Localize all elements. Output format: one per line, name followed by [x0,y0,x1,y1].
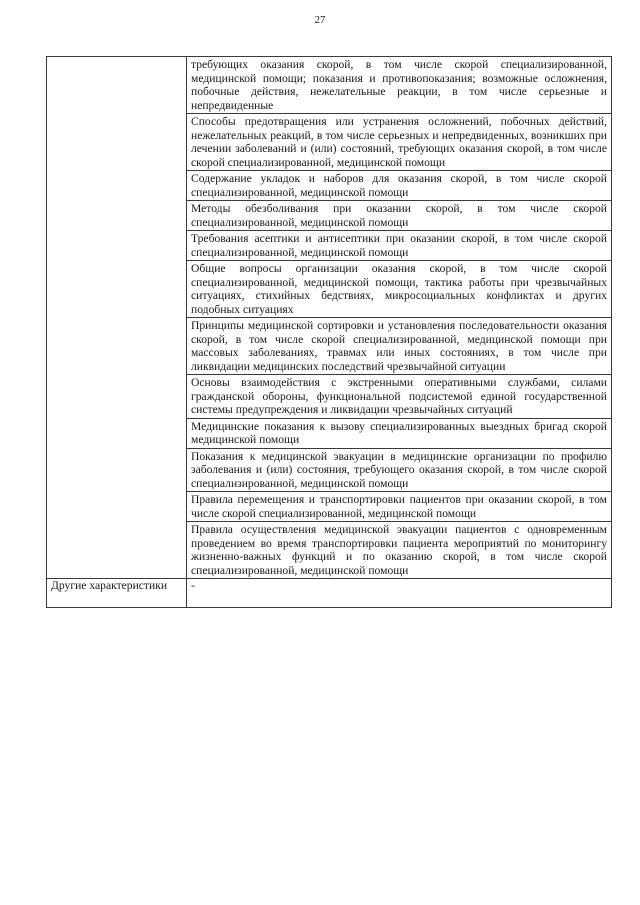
table-row [47,57,612,579]
list-item [187,231,611,261]
list-item-text: Показания к медицинской эвакуации в медицинские организации по профилю заболевания и (или) состояния, требующего оказания скорой, в том числе скорой специализированной, медицинской помощи [191,449,607,490]
list-item-text: Способы предотвращения или устранения осложнений, побочных действий, нежелательных реакций, в том числе серьезных и непредвиденных, возникших при лечении заболеваний и (или) состояний, требующих оказания скорой, в том числе скорой специализированной, медицинской помощи [191,115,607,169]
list-item [187,318,611,375]
list-item [187,492,611,522]
list-item [187,419,611,449]
list-item-text: Методы обезболивания при оказании скорой, в том числе скорой специализированной, медицинской помощи [191,202,607,229]
table-row-other-characteristics [47,579,612,608]
list-item [187,114,611,171]
list-item [187,522,611,578]
table-row-items-cell [187,57,612,579]
list-item-text: требующих оказания скорой, в том числе скорой специализированной, медицинской помощи; показания и противопоказания; возможные осложнения, побочные действия, нежелательные реакции, в том числе серьезные и непредвиденные [191,58,607,112]
list-item-text: Принципы медицинской сортировки и установления последовательности оказания скорой, в том числе скорой специализированной, медицинской помощи при массовых заболеваниях, травмах или иных состояниях, в том числе при ликвидации медицинских последствий чрезвычайной ситуации [191,319,607,373]
list-item [187,201,611,231]
list-item [187,449,611,493]
list-item [187,57,611,114]
list-item-text: Общие вопросы организации оказания скорой, в том числе скорой специализированной, медицинской помощи, тактика работы при чрезвычайных ситуациях, стихийных бедствиях, микросоциальных конфликтах и других подобных ситуациях [191,262,607,316]
list-item [187,375,611,419]
list-item-text: Требования асептики и антисептики при оказании скорой, в том числе скорой специализированной, медицинской помощи [191,232,607,259]
list-item-text: Основы взаимодействия с экстренными оперативными службами, силами гражданской обороны, функциональной подсистемой единой государственной системы предупреждения и ликвидации чрезвычайных ситуаций [191,376,607,416]
other-characteristics-label: Другие характеристики [47,579,187,608]
knowledge-requirements-table [46,56,612,608]
list-item [187,261,611,318]
list-item-text: Медицинские показания к вызову специализированных выездных бригад скорой медицинской помощи [191,419,607,446]
list-item-text: Правила осуществления медицинской эвакуации пациентов с одновременным проведением во время транспортировки пациента мероприятий по мониторингу жизненно-важных функций и по оказанию скорой, в том числе скорой специализированной, медицинской помощи [191,523,607,577]
table-row-label-cell [47,57,187,579]
list-item [187,171,611,201]
other-characteristics-value: - [187,579,612,608]
list-item-text: Содержание укладок и наборов для оказания скорой, в том числе скорой специализированной, медицинской помощи [191,172,607,199]
list-item-text: Правила перемещения и транспортировки пациентов при оказании скорой, в том числе скорой специализированной, медицинской помощи [191,493,607,520]
page-number: 27 [314,14,326,26]
